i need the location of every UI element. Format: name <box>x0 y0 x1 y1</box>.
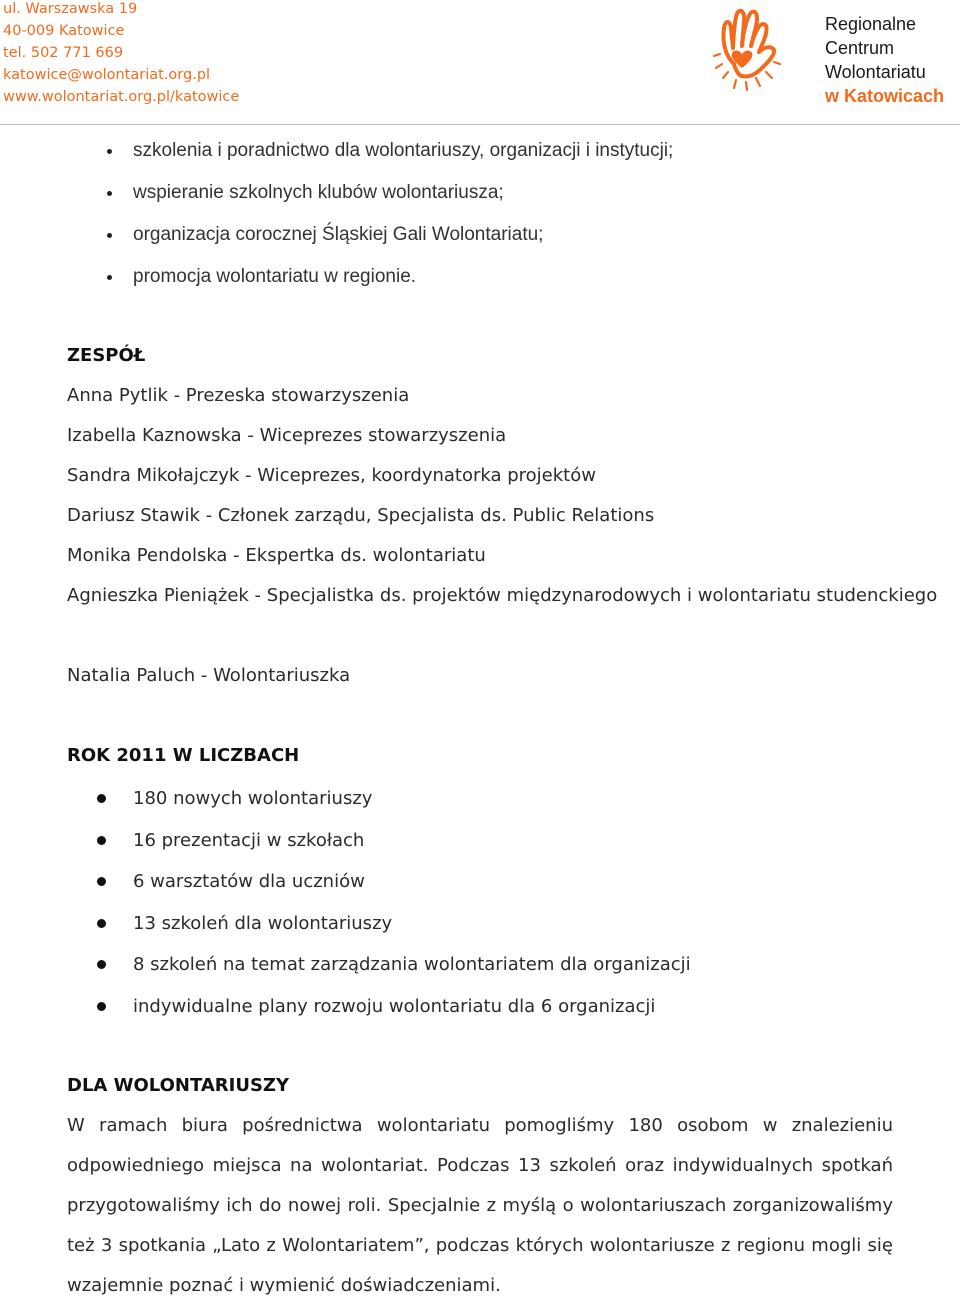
bullet-icon <box>97 836 106 845</box>
list-item: promocja wolontariatu w regionie. <box>107 262 673 304</box>
list-item: indywidualne plany rozwoju wolontariatu dla 6 organizacji <box>97 986 691 1028</box>
paragraph-line: też 3 spotkania „Lato z Wolontariatem”, podczas których wolontariusze z regionu mogli się <box>67 1235 893 1256</box>
list-item: szkolenia i poradnictwo dla wolontariuszy, organizacji i instytucji; <box>107 136 673 178</box>
list-item: 13 szkoleń dla wolontariuszy <box>97 903 691 945</box>
volunteers-paragraph <box>67 1106 893 1306</box>
list-item: 8 szkoleń na temat zarządzania wolontariatem dla organizacji <box>97 944 691 986</box>
bullet-icon <box>97 877 106 886</box>
volunteers-section <box>67 1066 893 1296</box>
bullet-icon <box>107 275 112 280</box>
bullet-icon <box>97 919 106 928</box>
team-member: Anna Pytlik - Prezeska stowarzyszenia <box>67 385 410 406</box>
contact-block <box>3 0 239 108</box>
org-name-city: w Katowicach <box>825 86 945 106</box>
stats-heading: ROK 2011 W LICZBACH <box>67 745 300 766</box>
activities-list <box>107 136 673 304</box>
address-street: ul. Warszawska 19 <box>3 1 138 17</box>
phone: tel. 502 771 669 <box>3 45 124 61</box>
team-heading: ZESPÓŁ <box>67 345 146 366</box>
paragraph-line: wzajemnie poznać i wymienić doświadczeniami. <box>67 1275 501 1296</box>
org-name-line-1: Regionalne <box>825 14 917 34</box>
paragraph-line: odpowiedniego miejsca na wolontariat. Podczas 13 szkoleń oraz indywidualnych spotkań <box>67 1155 893 1176</box>
org-name-line-2: Centrum <box>825 38 895 58</box>
list-item: 180 nowych wolontariuszy <box>97 778 691 820</box>
bullet-icon <box>107 233 112 238</box>
list-item: 16 prezentacji w szkołach <box>97 820 691 862</box>
list-item: 6 warsztatów dla uczniów <box>97 861 691 903</box>
header-divider <box>0 124 960 125</box>
team-member: Agnieszka Pieniążek - Specjalistka ds. projektów międzynarodowych i wolontariatu studenckiego <box>67 585 938 606</box>
paragraph-line: W ramach biura pośrednictwa wolontariatu pomogliśmy 180 osobom w znalezieniu <box>67 1115 893 1136</box>
website-link[interactable]: www.wolontariat.org.pl/katowice <box>3 89 240 105</box>
team-member: Izabella Kaznowska - Wiceprezes stowarzyszenia <box>67 425 507 446</box>
team-member: Dariusz Stawik - Członek zarządu, Specjalista ds. Public Relations <box>67 505 655 526</box>
team-member: Monika Pendolska - Ekspertka ds. wolontariatu <box>67 545 486 566</box>
list-item: wspieranie szkolnych klubów wolontariusza; <box>107 178 673 220</box>
bullet-icon <box>107 191 112 196</box>
paragraph-line: przygotowaliśmy ich do nowej roli. Specjalnie z myślą o wolontariuszach zorganizowaliśmy <box>67 1195 893 1216</box>
stats-list <box>97 778 691 1028</box>
bullet-icon <box>97 960 106 969</box>
team-section <box>67 336 938 696</box>
hand-heart-logo-icon <box>712 6 782 96</box>
list-item: organizacja corocznej Śląskiej Gali Wolontariatu; <box>107 220 673 262</box>
letterhead <box>0 0 960 126</box>
organization-name <box>825 12 944 108</box>
bullet-icon <box>97 1002 106 1011</box>
bullet-icon <box>97 794 106 803</box>
org-name-line-3: Wolontariatu <box>825 62 926 82</box>
address-city: 40-009 Katowice <box>3 23 125 39</box>
email-link[interactable]: katowice@wolontariat.org.pl <box>3 67 211 83</box>
team-member: Sandra Mikołajczyk - Wiceprezes, koordynatorka projektów <box>67 465 596 486</box>
bullet-icon <box>107 149 112 154</box>
volunteers-heading: DLA WOLONTARIUSZY <box>67 1075 289 1096</box>
team-member: Natalia Paluch - Wolontariuszka <box>67 665 351 686</box>
stats-section <box>67 736 893 1017</box>
